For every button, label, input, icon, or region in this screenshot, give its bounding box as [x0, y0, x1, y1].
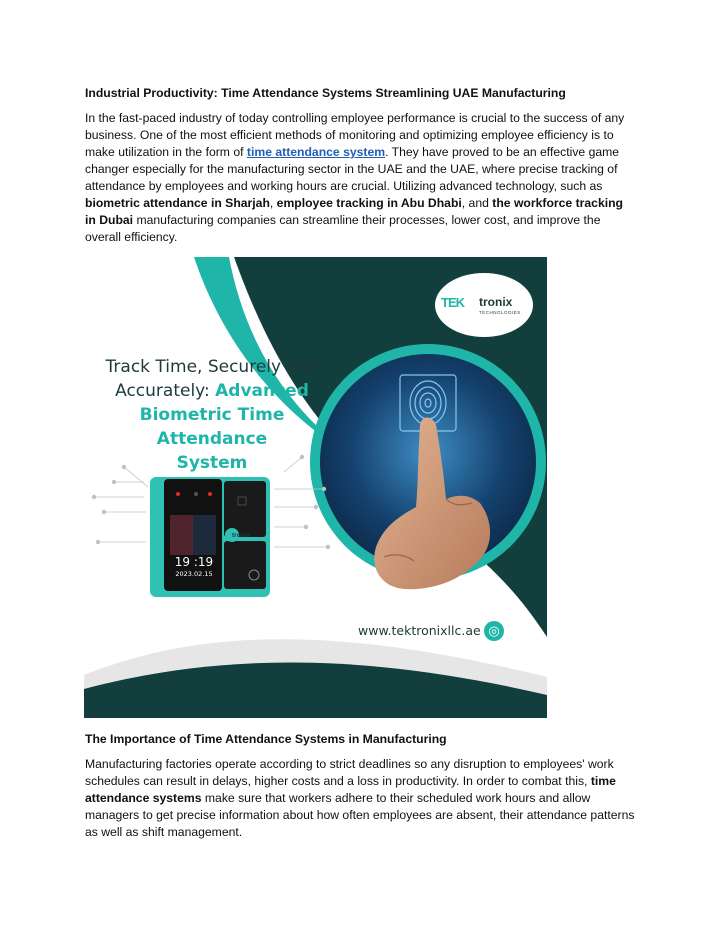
bold-workforce-tracking-dubai: the workforce tracking in Dubai	[85, 196, 623, 227]
tektronix-logo	[435, 273, 533, 337]
website-url: www.tektronixllc.ae	[358, 623, 481, 638]
body-text-a: Manufacturing factories operate according to strict deadlines so any disruption to employees' work schedules can result in delays, higher costs and a loss in productivity. In order to combat this,	[85, 757, 614, 788]
banner-title-line1: Track Time, Securely and	[105, 357, 319, 377]
circuit-lines-left	[92, 465, 148, 544]
device-clock-date: 2023.02.15	[175, 570, 213, 578]
intro-text-b: . They have proved to be an effective game changer especially for the manufacturing sector in the UAE and the UAE, where precise tracking of attendance by employees and working hours are crucial. Utilizing advanced technology, such as	[85, 145, 620, 193]
device-brand-label: tronix	[232, 532, 251, 539]
banner-headline	[92, 355, 332, 475]
banner-title-line3: Biometric Time Attendance	[139, 405, 285, 449]
intro-text-c: ,	[269, 196, 277, 210]
body-text-b: make sure that workers adhere to their scheduled work hours and allow managers to get precise information about how often employees are absent, their attendance patterns as well as shift management.	[85, 791, 635, 839]
logo-subtitle: TECHNOLOGIES	[479, 310, 521, 315]
article-title: Industrial Productivity: Time Attendance Systems Streamlining UAE Manufacturing	[85, 86, 566, 100]
intro-text-d: , and	[461, 196, 493, 210]
device-clock-time: 19 :19	[174, 555, 214, 569]
banner-title-line2b: Advanced	[215, 381, 309, 401]
logo-mark: TEK	[441, 295, 464, 310]
bold-employee-tracking-abu-dhabi: employee tracking in Abu Dhabi	[276, 196, 462, 210]
promo-banner-image	[84, 257, 547, 718]
logo-word: tronix	[479, 295, 513, 309]
section-heading: The Importance of Time Attendance Systems in Manufacturing	[85, 732, 447, 746]
intro-text-e: manufacturing companies can streamline their processes, lower cost, and improve the overall efficiency.	[85, 213, 601, 244]
banner-title-line2a: Accurately:	[115, 381, 216, 401]
biometric-device	[150, 477, 270, 597]
body-paragraph	[85, 756, 635, 841]
time-attendance-system-link[interactable]: time attendance system	[246, 145, 386, 159]
intro-text-a: In the fast-paced industry of today controlling employee performance is crucial to the success of any business. One of the most efficient methods of monitoring and optimizing employee efficiency is to make utilization in the form of	[85, 111, 625, 159]
bold-biometric-sharjah: biometric attendance in Sharjah	[85, 196, 270, 210]
banner-title-line4: System	[176, 453, 248, 473]
globe-icon: ◎	[484, 621, 504, 641]
intro-paragraph	[85, 110, 635, 246]
bold-time-attendance-systems: time attendance systems	[85, 774, 616, 805]
